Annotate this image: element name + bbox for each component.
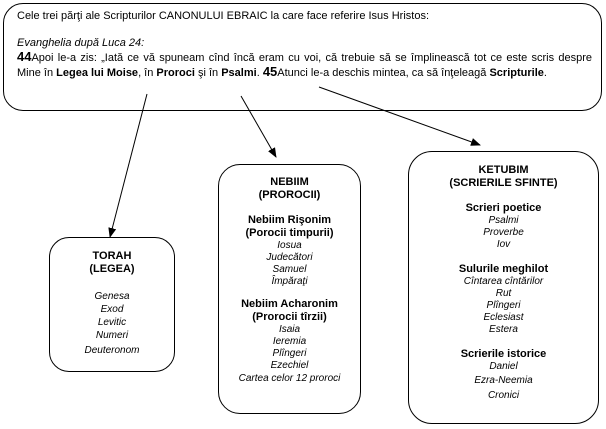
quote-connector: , în: [138, 67, 157, 79]
book-item: Deuteronom: [84, 345, 140, 356]
book-item: Plîngeri: [272, 348, 307, 359]
psalms-term: Psalmi: [221, 67, 257, 79]
book-item: Levitic: [97, 317, 127, 328]
book-item: Psalmi: [488, 215, 519, 226]
verse-44-text: Apoi le-a zis: „Iată ce vă spuneam cînd încă eram cu voi, că trebuie să se împlinească tot ce este scris despre Mine în: [17, 52, 592, 79]
verse-45-text: Atunci le-a deschis mintea, ca să înţeleagă: [277, 67, 490, 79]
torah-subtitle: (LEGEA): [89, 263, 135, 275]
scriptures-term: Scripturile: [489, 67, 544, 79]
ketubim-subtitle: (SCRIERILE SFINTE): [449, 177, 558, 189]
quote-connector: .: [543, 67, 547, 79]
verse-number-44: 44: [17, 49, 32, 64]
book-item: Judecători: [266, 252, 313, 263]
book-item: Cronici: [487, 390, 520, 401]
quote-reference: Evanghelia după Luca 24:: [17, 37, 145, 49]
book-item: Daniel: [489, 361, 518, 372]
book-item: Cartea celor 12 proroci: [238, 373, 341, 384]
book-item: Ezra-Neemia: [474, 375, 533, 386]
book-item: Numeri: [95, 330, 129, 341]
book-item: Împăraţi: [271, 276, 308, 287]
nebiim-box: [218, 164, 361, 414]
ketubim-box: [408, 151, 599, 424]
former-prophets-heading: Nebiim Rişonim: [247, 214, 332, 226]
book-item: Iosua: [277, 240, 302, 251]
book-item: Cîntarea cîntărilor: [463, 276, 544, 287]
ketubim-title: KETUBIM: [478, 164, 529, 176]
verse-number-45: 45: [262, 64, 278, 79]
book-item: Ezechiel: [270, 360, 309, 371]
intro-text: Cele trei părţi ale Scripturilor CANONULUI EBRAIC la care face referire Isus Hristos:: [17, 10, 430, 22]
quote-connector: şi în: [194, 67, 222, 79]
book-item: Samuel: [272, 264, 307, 275]
arrow-to-ketubim: [319, 87, 480, 145]
nebiim-subtitle: (PROROCII): [258, 189, 321, 201]
law-term: Legea lui Moise: [56, 67, 139, 79]
book-item: Eclesiast: [483, 312, 524, 323]
nebiim-title: NEBIIM: [270, 176, 309, 188]
arrow-to-torah: [110, 94, 147, 237]
prophets-term: Proroci: [156, 67, 195, 79]
megillot-heading: Sulurile meghilot: [458, 263, 549, 275]
book-item: Exod: [100, 304, 124, 315]
latter-prophets-subheading: (Prorocii tîrzii): [252, 311, 327, 323]
quote-connector: .: [256, 67, 263, 79]
book-item: Ieremia: [272, 336, 307, 347]
book-item: Rut: [495, 288, 512, 299]
book-item: Isaia: [278, 324, 301, 335]
torah-box: [49, 237, 175, 372]
former-prophets-subheading: (Porocii timpurii): [245, 227, 334, 239]
latter-prophets-heading: Nebiim Acharonim: [241, 298, 338, 310]
poetic-heading: Scrieri poetice: [465, 202, 542, 214]
book-item: Estera: [489, 324, 518, 335]
book-item: Genesa: [94, 291, 130, 302]
historic-heading: Scrierile istorice: [460, 348, 547, 360]
book-item: Proverbe: [483, 227, 524, 238]
book-item: Plîngeri: [486, 300, 521, 311]
book-item: Iov: [496, 239, 511, 250]
arrow-to-nebiim: [241, 96, 276, 157]
torah-title: TORAH: [92, 250, 132, 262]
